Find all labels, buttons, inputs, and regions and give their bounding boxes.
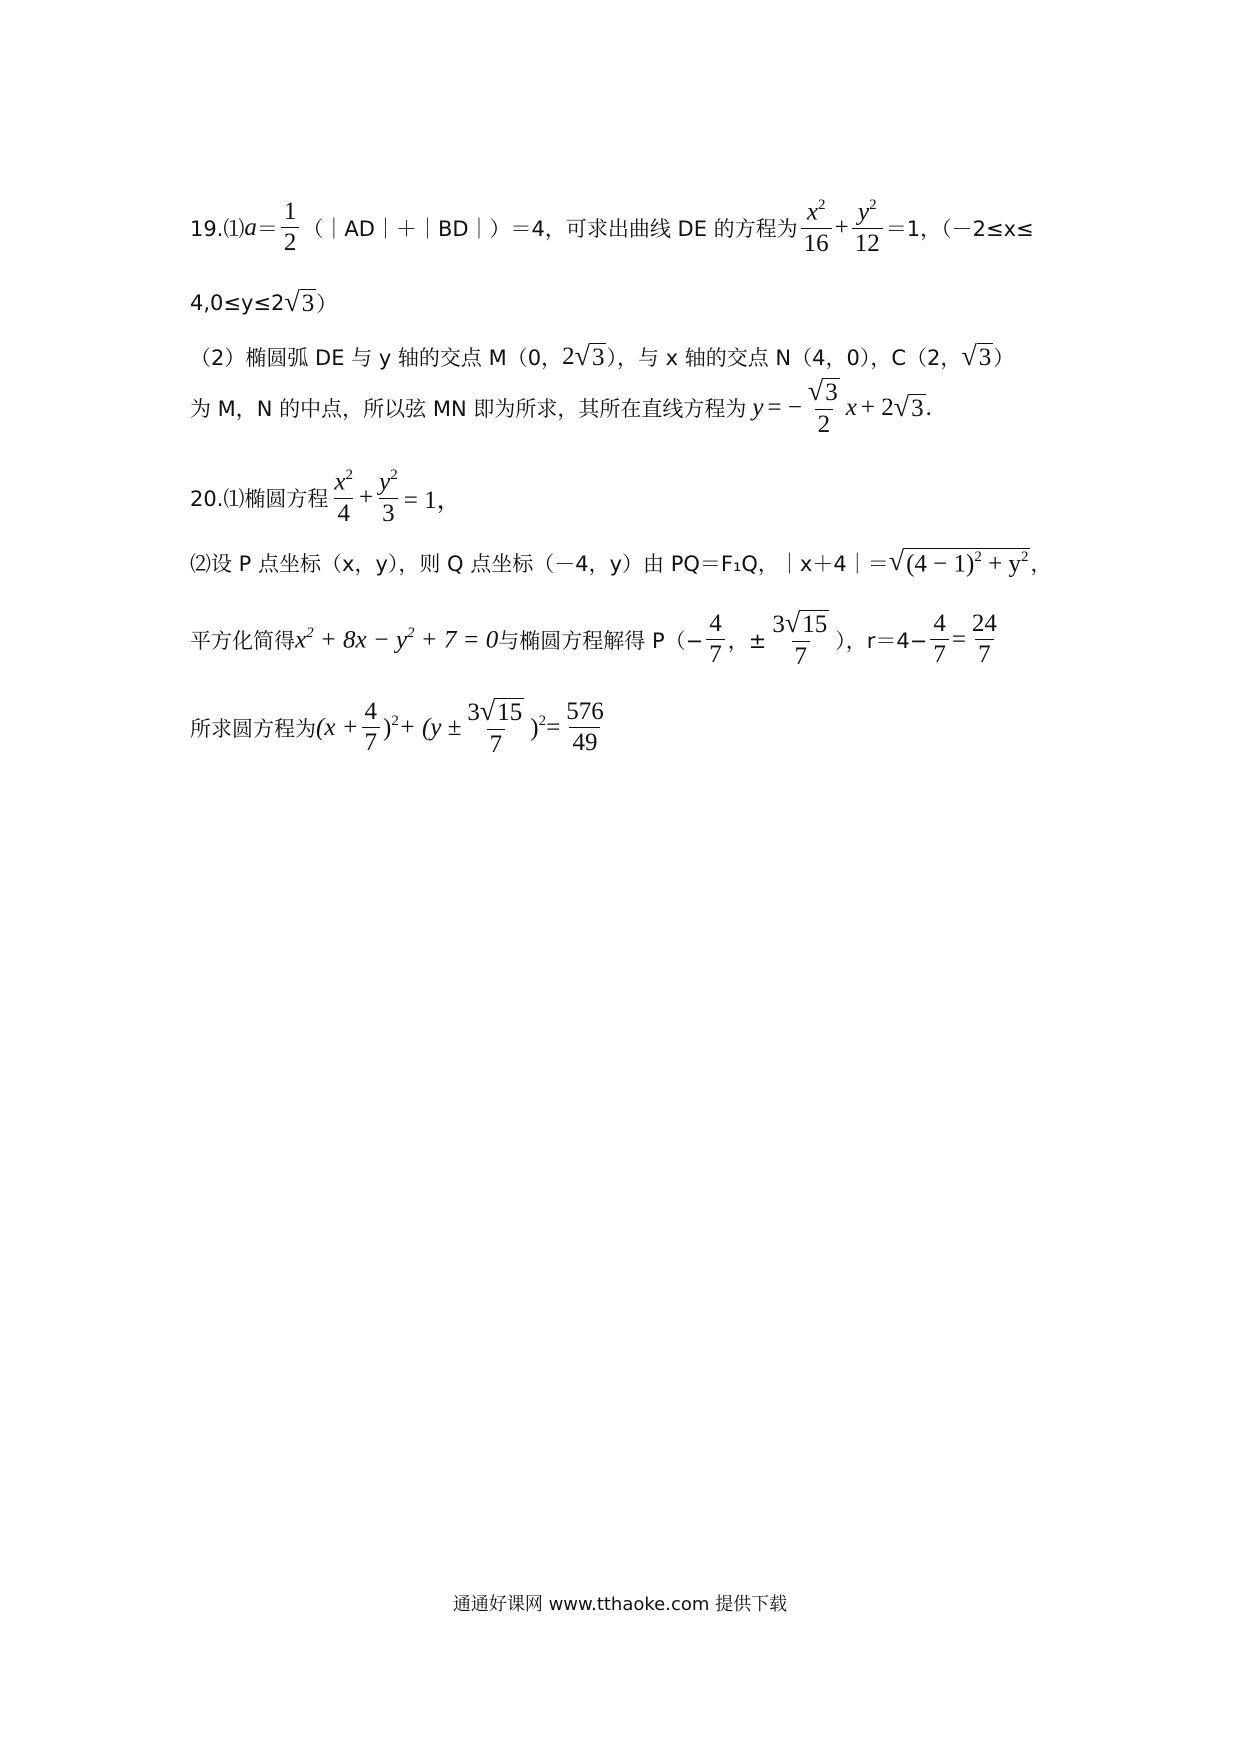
exp: 2 (1020, 549, 1029, 565)
fraction-4-7 (706, 611, 725, 669)
expr-b: + 8x − y (313, 626, 408, 654)
part2-text-d: 为 M，N 的中点，所以弦 MN 即为所求，其所在直线方程为 (190, 396, 747, 421)
fraction-4-7 (930, 611, 949, 669)
expr-c: + 7 = 0 (414, 626, 499, 654)
frac-num: 4 (709, 610, 722, 638)
circ-eq: = (546, 713, 561, 741)
frac-den: 4 (334, 498, 353, 527)
frac-den: 2 (815, 409, 834, 438)
fraction-sqrt3-2: √ 3 2 (807, 376, 838, 438)
radicand: 3 (301, 289, 315, 317)
frac-den: 7 (706, 639, 725, 668)
circ-close: ) (383, 714, 392, 742)
fraction-y2-3 (376, 468, 401, 527)
plus-two: + 2 (860, 393, 894, 421)
exp: 2 (390, 467, 398, 483)
coef: 3 (772, 611, 785, 638)
pm-text: ，± (727, 628, 767, 653)
part2-text-c: ） (993, 346, 1015, 370)
exp: 2 (391, 713, 399, 730)
sqrt-3: √ 3 (961, 340, 992, 372)
q20-label: 20.⑴椭圆方程 (190, 486, 329, 511)
q20-line1 (190, 468, 462, 527)
eq-minus: = − (767, 393, 802, 421)
frac-den: 7 (975, 639, 994, 668)
part2-text-a: （2）椭圆弧 DE 与 y 轴的交点 M（0， (190, 346, 563, 370)
sqrt-3: √ 3 (574, 340, 605, 372)
circle-label: 所求圆方程为 (190, 716, 316, 741)
x-var: x (845, 393, 857, 421)
q19-part2-line2 (190, 378, 932, 438)
comma: ， (1030, 552, 1052, 576)
frac-num: 576 (566, 698, 604, 726)
expr-a: x (295, 626, 307, 654)
r-text: ），r＝4− (835, 628, 928, 653)
part2-text: ⑵设 P 点坐标（x，y），则 Q 点坐标（－4，y）由 PQ＝F₁Q，｜x＋4｜＝ (190, 552, 889, 576)
y-var: y (857, 198, 870, 226)
radicand: 15 (497, 699, 523, 726)
simp-label: 平方化简得 (190, 628, 295, 653)
var-a: a (244, 213, 257, 241)
fraction-3sqrt15-7: 3 √ 15 7 (772, 608, 828, 670)
sqrt-distance: √ $(4 - 1)^2 + y^2$ (888, 546, 1029, 578)
q19-eq-end: ＝1，（－2≤x≤ (885, 216, 1034, 241)
q20-circle-line (190, 698, 610, 758)
x-var: x (806, 198, 818, 226)
fraction-y2-12 (852, 198, 883, 257)
plus: + (834, 213, 849, 241)
exp: 2 (407, 625, 415, 642)
frac-num: 24 (971, 610, 997, 638)
frac-den: 7 (792, 641, 811, 670)
frac-num: 4 (364, 698, 378, 726)
y-var: y (379, 468, 391, 496)
sqrt-3: √ 3 (284, 286, 315, 318)
frac-den: 16 (801, 228, 832, 257)
coef: 2 (562, 343, 575, 370)
radicand: 3 (591, 343, 605, 371)
radicand: 3 (825, 379, 838, 406)
exp: 2 (974, 549, 982, 565)
simp-expr (295, 625, 498, 655)
q19-part2-line1 (190, 342, 1014, 372)
fraction-x2-16 (801, 198, 832, 257)
y-var: y (752, 393, 764, 421)
q19-label: 19.⑴ (190, 216, 245, 241)
frac-den: 3 (379, 498, 398, 527)
frac-num: 4 (933, 610, 946, 638)
q19-line1 (190, 198, 1034, 257)
circ-mid: + (y ± (398, 713, 462, 741)
q19-text: （｜AD｜＋｜BD｜）＝4，可求出曲线 DE 的方程为 (302, 216, 798, 241)
part2-text-b: ），与 x 轴的交点 N（4，0），C（2， (606, 346, 962, 370)
radicand: 3 (978, 343, 992, 371)
q20-part2-line (190, 548, 1051, 578)
coef: 3 (467, 699, 480, 726)
q20-simplify-line (190, 610, 1003, 670)
fraction-half (281, 199, 300, 257)
exp: 2 (345, 467, 354, 483)
frac-den: 2 (281, 227, 300, 256)
close-paren: ） (316, 292, 338, 316)
q19-range-line (190, 288, 337, 318)
radicand: 15 (802, 611, 828, 638)
fraction-x2-4 (331, 468, 356, 527)
plus: + (359, 483, 374, 511)
fraction-576-49 (563, 699, 607, 757)
fraction-4-7 (362, 699, 381, 757)
x-var: x (334, 468, 346, 496)
rad-plus: + y (981, 550, 1021, 578)
eq-end: = 1， (403, 486, 462, 514)
fraction-24-7 (969, 611, 1000, 669)
frac-den: 12 (852, 228, 883, 257)
exp: 2 (538, 713, 547, 730)
fraction-3sqrt15-7: 3 √ 15 7 (467, 696, 523, 758)
page-footer: 通通好课网 www.tthaoke.com 提供下载 (452, 1594, 788, 1615)
frac-den: 7 (487, 729, 506, 758)
sqrt-3: √ 3 (893, 391, 924, 423)
range-text: 4,0≤y≤2 (190, 291, 285, 315)
frac-den: 7 (930, 639, 949, 668)
frac-num: 1 (283, 197, 297, 225)
radicand: 3 (911, 394, 924, 422)
exp: 2 (817, 197, 826, 213)
period: . (925, 393, 932, 421)
circ-close: ) (530, 714, 539, 742)
exp: 2 (869, 197, 877, 213)
rad-body: (4 − 1) (906, 550, 975, 578)
frac-den: 7 (362, 727, 381, 756)
circ-open: (x + (316, 713, 359, 741)
frac-den: 49 (569, 727, 600, 756)
equals: ＝ (256, 216, 278, 241)
solve-text: 与椭圆方程解得 P（− (498, 628, 704, 653)
exp: 2 (306, 625, 314, 642)
equals: = (951, 625, 966, 653)
